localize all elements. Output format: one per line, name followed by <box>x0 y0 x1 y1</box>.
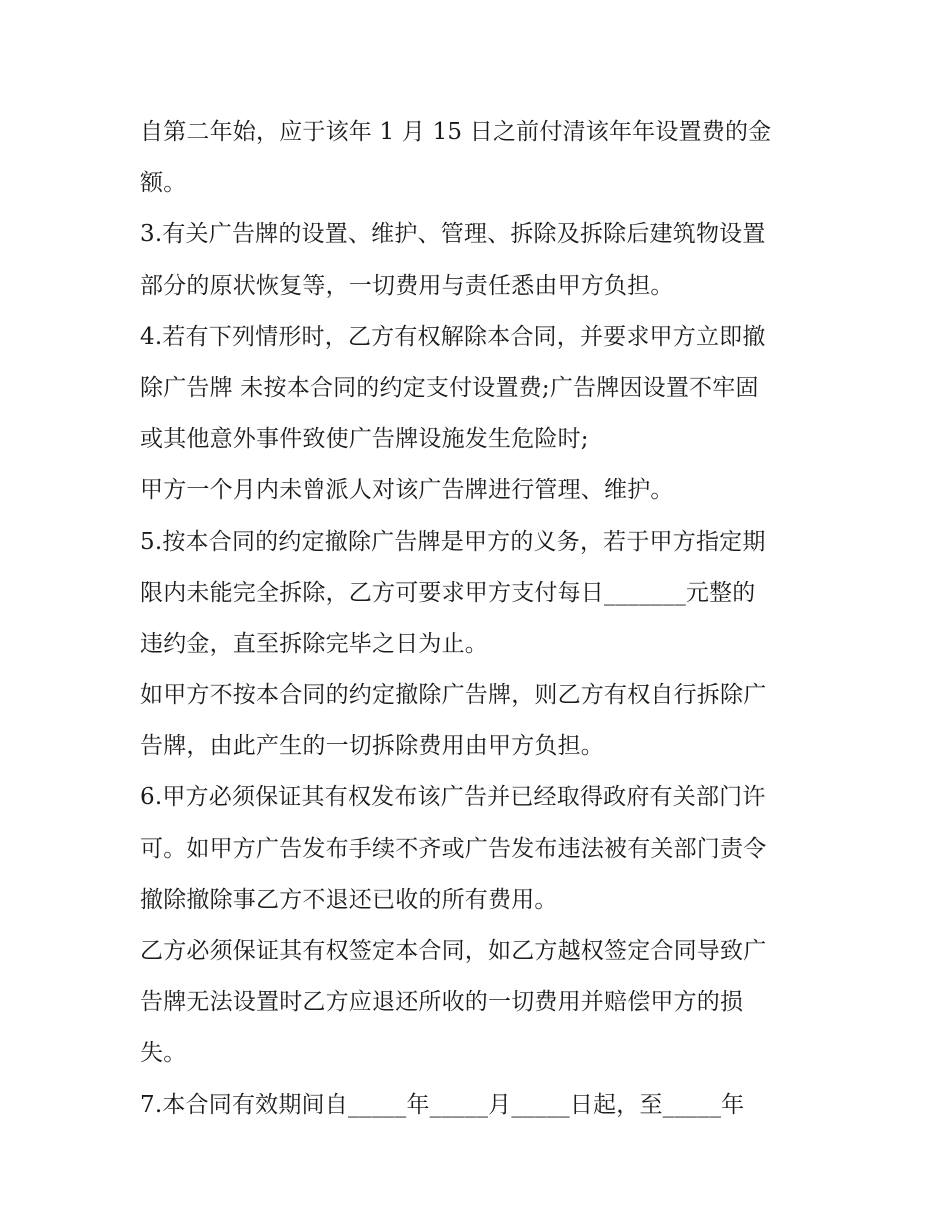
clause-3: 3.有关广告牌的设置、维护、管理、拆除及拆除后建筑物设置 <box>140 221 766 248</box>
text-line: 违约金，直至拆除完毕之日为止。 <box>140 630 488 657</box>
text-line: 甲方一个月内未曾派人对该广告牌进行管理、维护。 <box>140 477 674 504</box>
clause-5: 5.按本合同的约定撤除广告牌是甲方的义务，若于甲方指定期 <box>140 528 766 555</box>
clause-4: 4.若有下列情形时，乙方有权解除本合同，并要求甲方立即撤 <box>140 323 766 350</box>
text-line: 告牌，由此产生的一切拆除费用由甲方负担。 <box>140 733 604 760</box>
text-line: 如甲方不按本合同的约定撤除广告牌，则乙方有权自行拆除广 <box>140 682 767 709</box>
contract-text <box>140 107 812 1131</box>
text-line: 失。 <box>140 1040 187 1067</box>
text-line: 或其他意外事件致使广告牌设施发生危险时; <box>140 426 589 453</box>
text-line: 除广告牌 未按本合同的约定支付设置费;广告牌因设置不牢固 <box>140 374 759 401</box>
clause-6: 6.甲方必须保证其有权发布该广告并已经取得政府有关部门许 <box>140 784 766 811</box>
text-line: 限内未能完全拆除，乙方可要求甲方支付每日_______元整的 <box>140 579 756 606</box>
text-line: 告牌无法设置时乙方应退还所收的一切费用并赔偿甲方的损 <box>140 989 744 1016</box>
text-line: 部分的原状恢复等，一切费用与责任悉由甲方负担。 <box>140 272 674 299</box>
text-line: 可。如甲方广告发布手续不齐或广告发布违法被有关部门责令 <box>140 835 767 862</box>
text-line: 乙方必须保证其有权签定本合同，如乙方越权签定合同导致广 <box>140 938 767 964</box>
text-line: 自第二年始，应于该年 1 月 15 日之前付清该年年设置费的金 <box>140 119 772 145</box>
text-line: 额。 <box>140 170 187 197</box>
text-line: 撤除撤除事乙方不退还已收的所有费用。 <box>140 886 558 913</box>
clause-7: 7.本合同有效期间自_____年_____月_____日起，至_____年 <box>140 1091 745 1118</box>
